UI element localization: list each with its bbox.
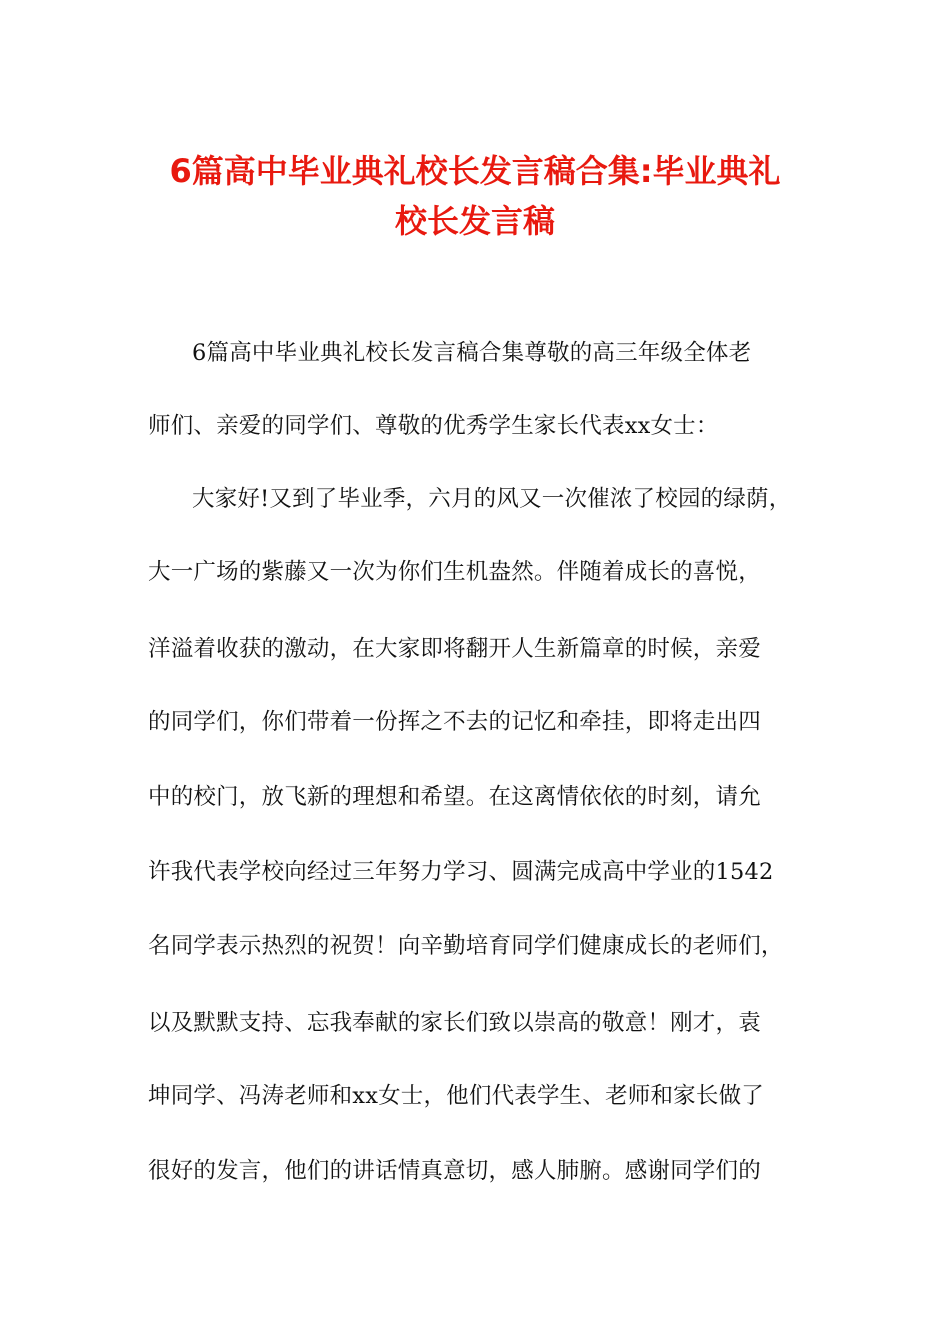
body-line: 的同学们，你们带着一份挥之不去的记忆和牵挂，即将走出四: [148, 709, 761, 735]
body-line: 师们、亲爱的同学们、尊敬的优秀学生家长代表xx女士：: [148, 413, 719, 439]
body-line: 洋溢着收获的激动，在大家即将翻开人生新篇章的时候，亲爱: [148, 636, 761, 662]
document-title: [0, 146, 950, 246]
body-line: 中的校门，放飞新的理想和希望。在这离情依依的时刻，请允: [148, 784, 761, 810]
body-line: 名同学表示热烈的祝贺！向辛勤培育同学们健康成长的老师们，: [148, 933, 784, 959]
body-line: 很好的发言，他们的讲话情真意切，感人肺腑。感谢同学们的: [148, 1158, 761, 1184]
body-line: 6篇高中毕业典礼校长发言稿合集尊敬的高三年级全体老: [192, 340, 752, 366]
body-line: 大家好!又到了毕业季，六月的风又一次催浓了校园的绿荫，: [192, 486, 792, 512]
body-line: 许我代表学校向经过三年努力学习、圆满完成高中学业的1542: [148, 859, 774, 885]
title-line-1: 6篇高中毕业典礼校长发言稿合集:毕业典礼: [169, 152, 781, 190]
body-line: 大一广场的紫藤又一次为你们生机盎然。伴随着成长的喜悦，: [148, 559, 761, 585]
title-line-2: 校长发言稿: [394, 202, 555, 240]
body-line: 以及默默支持、忘我奉献的家长们致以崇高的敬意！刚才，袁: [148, 1010, 761, 1036]
body-line: 坤同学、冯涛老师和xx女士，他们代表学生、老师和家长做了: [148, 1083, 764, 1109]
